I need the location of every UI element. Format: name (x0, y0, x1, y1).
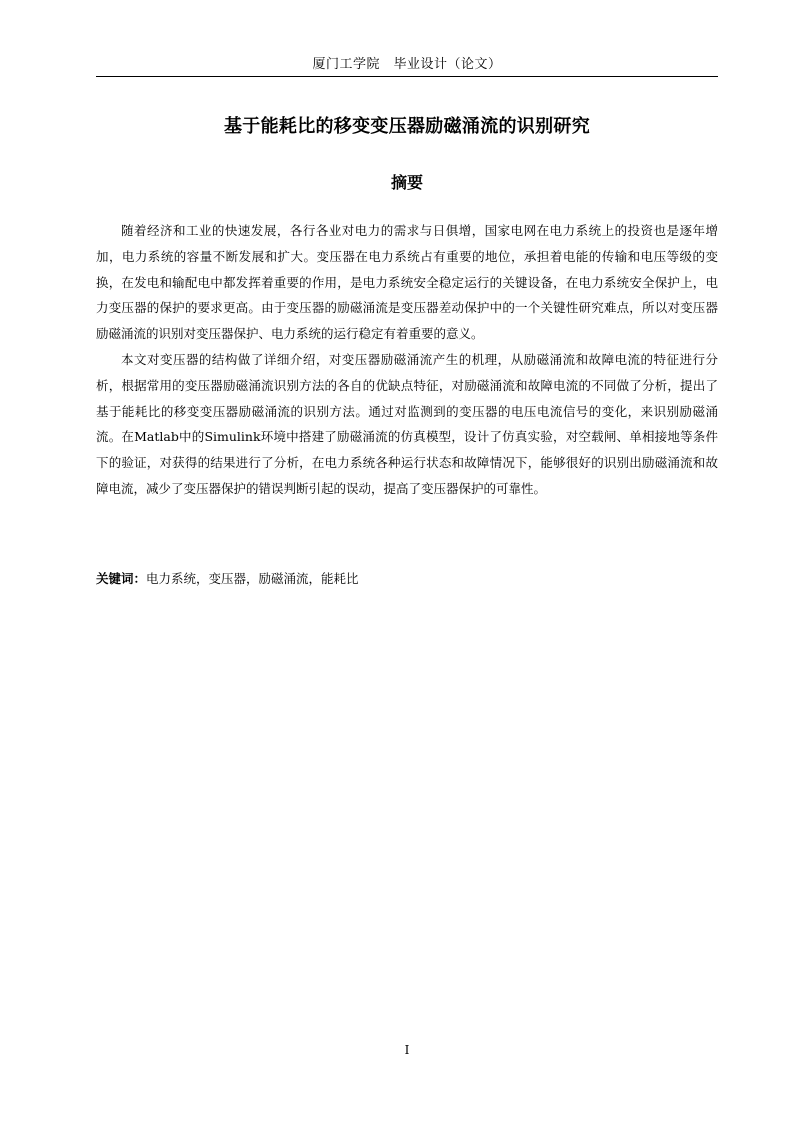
keywords-value: 电力系统，变压器，励磁涌流，能耗比 (146, 571, 359, 586)
page-number: I (404, 1043, 410, 1057)
abstract-heading: 摘要 (390, 173, 423, 192)
abstract-body (96, 218, 718, 502)
thesis-title: 基于能耗比的移变变压器励磁涌流的识别研究 (224, 116, 590, 137)
abstract-paragraph-2: 本文对变压器的结构做了详细介绍，对变压器励磁涌流产生的机理，从励磁涌流和故障电流的特征进行分析，根据常用的变压器励磁涌流识别方法的各自的优缺点特征，对励磁涌流和故障电流的不同做了分析，提出了基于能耗比的移变变压器励磁涌流的识别方法。通过对监测到的变压器的电压电流信号的变化，来识别励磁涌流。在Matlab中的Simulink环境中搭建了励磁涌流的仿真模型，设计了仿真实验，对空载闸、单相接地等条件下的验证，对获得的结果进行了分析，在电力系统各种运行状态和故障情况下，能够很好的识别出励磁涌流和故障电流，减少了变压器保护的错误判断引起的误动，提高了变压器保护的可靠性。 (96, 351, 718, 496)
header-text: 厦门工学院 毕业设计（论文） (312, 57, 502, 72)
keywords-label: 关键词： (96, 571, 147, 586)
page-header (96, 54, 718, 77)
keywords-line (96, 567, 718, 591)
abstract-paragraph-1: 随着经济和工业的快速发展，各行各业对电力的需求与日俱增，国家电网在电力系统上的投资也是逐年增加，电力系统的容量不断发展和扩大。变压器在电力系统占有重要的地位，承担着电能的传输和电压等级的变换，在发电和输配电中都发挥着重要的作用，是电力系统安全稳定运行的关键设备，在电力系统安全保护上，电力变压器的保护的要求更高。由于变压器的励磁涌流是变压器差动保护中的一个关键性研究难点，所以对变压器励磁涌流的识别对变压器保护、电力系统的运行稳定有着重要的意义。 (96, 223, 718, 342)
